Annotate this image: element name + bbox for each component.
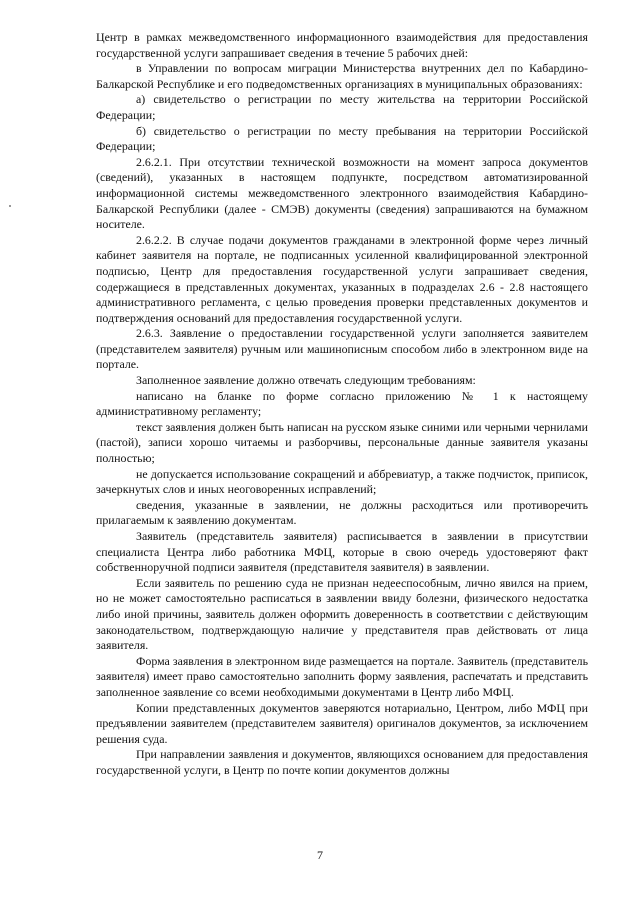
paragraph: 2.6.2.1. При отсутствии технической возможности на момент запроса документов (сведений), указанных в настоящем подпункте, посредством автоматизированной информационной системы межведомственного электронного взаимодействия Кабардино-Балкарской Республики (далее - СМЭВ) документы (сведения) запрашиваются на бумажном носителе. [96,154,588,232]
paragraph: Заявитель (представитель заявителя) расписывается в заявлении в присутствии специалиста Центра либо работника МФЦ, которые в свою очередь удостоверяют факт собственноручной подписи заявителя (представителя заявителя) в заявлении. [96,529,588,575]
paragraph: сведения, указанные в заявлении, не должны расходиться или противоречить прилагаемым к заявлению документам. [96,497,588,528]
paragraph: написано на бланке по форме согласно приложению № 1 к настоящему административному регламенту; [96,388,588,419]
scan-speck [9,205,11,207]
body-text [96,30,588,779]
paragraph: б) свидетельство о регистрации по месту пребывания на территории Российской Федерации; [96,123,588,154]
paragraph: 2.6.2.2. В случае подачи документов гражданами в электронной форме через личный кабинет заявителя на портале, не подписанных усиленной квалифицированной электронной подписью, Центр для предоставления государственной услуги запрашивает сведения, содержащиеся в представленных документах, указанных в подразделах 2.6 - 2.8 настоящего административного регламента, с целью проведения проверки представленных документов и подтверждения оснований для предоставления государственной услуги. [96,232,588,325]
paragraph: текст заявления должен быть написан на русском языке синими или черными чернилами (пастой), записи хорошо читаемы и разборчивы, персональные данные заявителя указаны полностью; [96,419,588,466]
paragraph: Если заявитель по решению суда не признан недееспособным, лично явился на прием, но не может самостоятельно расписаться в заявлении ввиду болезни, физического недостатка либо иной причины, заявитель должен оформить доверенность в соответствии с действующим законодательством, подтверждающую наличие у представителя прав действовать от лица заявителя. [96,575,588,653]
paragraph: Центр в рамках межведомственного информационного взаимодействия для предоставления государственной услуги запрашивает сведения в течение 5 рабочих дней: [96,30,588,60]
paragraph: Заполненное заявление должно отвечать следующим требованиям: [136,373,476,388]
paragraph: не допускается использование сокращений и аббревиатур, а также подчисток, приписок, зачеркнутых слов и иных неоговоренных исправлений; [96,466,588,497]
page-number: 7 [317,848,323,862]
paragraph: При направлении заявления и документов, являющихся основанием для предоставления государственной услуги, в Центр по почте копии документов должны [96,747,588,777]
paragraph: 2.6.3. Заявление о предоставлении государственной услуги заполняется заявителем (представителем заявителя) ручным или машинописным способом либо в электронном виде на портале. [96,326,588,372]
paragraph: Копии представленных документов заверяются нотариально, Центром, либо МФЦ при предъявлении заявителем (представителем заявителя) оригиналов документов, за исключением решения суда. [96,700,588,746]
paragraph: в Управлении по вопросам миграции Министерства внутренних дел по Кабардино-Балкарской Республике и его подведомственных организациях в муниципальных образованиях: [96,61,588,91]
paragraph: Форма заявления в электронном виде размещается на портале. Заявитель (представитель заявителя) имеет право самостоятельно заполнить форму заявления, распечатать и представить заполненное заявление со всеми необходимыми документами в Центр либо МФЦ. [96,653,588,699]
paragraph: а) свидетельство о регистрации по месту жительства на территории Российской Федерации; [96,92,588,122]
